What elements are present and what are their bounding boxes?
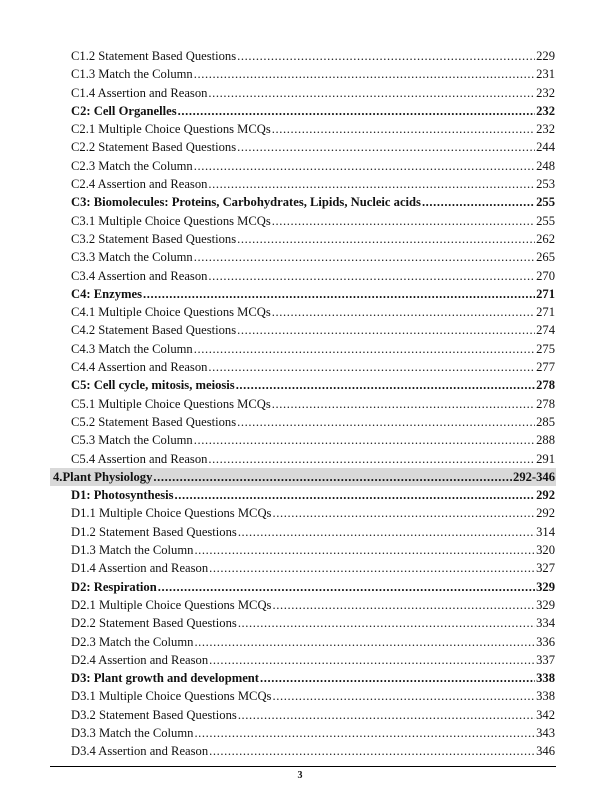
toc-page-number: 327 [536, 561, 555, 576]
dot-leader [208, 450, 535, 468]
dot-leader [237, 321, 535, 339]
toc-entry-label: C5.4 Assertion and Reason [71, 451, 208, 466]
toc-page-number: 278 [536, 396, 555, 411]
toc-entry-label: C3.1 Multiple Choice Questions MCQs [71, 213, 271, 228]
toc-entry-row[interactable] [0, 523, 600, 541]
toc-entry-row[interactable] [0, 596, 600, 614]
toc-entry-row[interactable] [0, 84, 600, 102]
dot-leader [272, 120, 535, 138]
dot-leader [194, 248, 535, 266]
toc-page-number: 271 [536, 305, 555, 320]
toc-entry-label: D2.2 Statement Based Questions [71, 616, 237, 631]
toc-entry-label: C2.4 Assertion and Reason [71, 177, 208, 192]
toc-entry-row[interactable] [0, 504, 600, 522]
toc-section-row[interactable] [0, 193, 600, 211]
toc-entry-label: D1.4 Assertion and Reason [71, 561, 209, 576]
toc-page-number: 320 [536, 543, 555, 558]
toc-entry-label: C2: Cell Organelles [71, 103, 177, 118]
toc-entry-label: D1: Photosynthesis [71, 488, 174, 503]
toc-entry-label: D2.3 Match the Column [71, 634, 194, 649]
toc-entry-row[interactable] [0, 230, 600, 248]
toc-entry-label: C1.4 Assertion and Reason [71, 85, 208, 100]
toc-entry-row[interactable] [0, 212, 600, 230]
toc-page-number: 229 [536, 49, 555, 63]
table-of-contents [0, 47, 600, 761]
toc-page-number: 329 [536, 597, 555, 612]
dot-leader [194, 157, 535, 175]
toc-entry-row[interactable] [0, 267, 600, 285]
toc-chapter-number: 4. [53, 469, 63, 484]
toc-page-number: 343 [536, 725, 555, 740]
toc-entry-row[interactable] [0, 65, 600, 83]
dot-leader [208, 267, 535, 285]
toc-entry-label: C5: Cell cycle, mitosis, meiosis [71, 378, 235, 393]
toc-section-row[interactable] [0, 102, 600, 120]
toc-entry-row[interactable] [0, 413, 600, 431]
toc-entry-row[interactable] [0, 157, 600, 175]
toc-entry-row[interactable] [0, 614, 600, 632]
toc-entry-row[interactable] [0, 340, 600, 358]
toc-page-number: 232 [536, 122, 555, 137]
dot-leader [237, 138, 535, 156]
toc-page-number: 232 [536, 85, 555, 100]
toc-section-row[interactable] [0, 486, 600, 504]
toc-page-number: 278 [536, 378, 555, 393]
toc-entry-label: D3: Plant growth and development [71, 671, 259, 686]
dot-leader [272, 596, 535, 614]
toc-entry-row[interactable] [0, 47, 600, 65]
toc-entry-row[interactable] [0, 742, 600, 760]
toc-entry-row[interactable] [0, 395, 600, 413]
toc-entry-label: C5.2 Statement Based Questions [71, 414, 237, 429]
dot-leader [143, 285, 535, 303]
toc-page-number: 275 [536, 341, 555, 356]
toc-entry-row[interactable] [0, 541, 600, 559]
dot-leader [272, 212, 535, 230]
toc-page-number: 255 [536, 213, 555, 228]
dot-leader [237, 47, 535, 65]
toc-section-row[interactable] [0, 578, 600, 596]
toc-entry-row[interactable] [0, 687, 600, 705]
toc-page-number: 334 [536, 616, 555, 631]
toc-page-number: 292 [536, 488, 555, 503]
toc-entry-label: C5.1 Multiple Choice Questions MCQs [71, 396, 271, 411]
toc-page-number: 338 [536, 689, 555, 704]
dot-leader [238, 614, 535, 632]
toc-page-number: 336 [536, 634, 555, 649]
toc-entry-label: C2.3 Match the Column [71, 158, 193, 173]
toc-page-number: 291 [536, 451, 555, 466]
toc-entry-label: D2: Respiration [71, 579, 157, 594]
toc-entry-row[interactable] [0, 303, 600, 321]
toc-page-number: 265 [536, 250, 555, 265]
toc-entry-label: Plant Physiology [62, 469, 153, 484]
toc-page-number: 270 [536, 268, 555, 283]
toc-page-number: 314 [536, 524, 555, 539]
dot-leader [194, 633, 535, 651]
toc-entry-row[interactable] [0, 431, 600, 449]
dot-leader [422, 193, 535, 211]
dot-leader [272, 303, 535, 321]
dot-leader [194, 431, 535, 449]
toc-entry-label: C4.3 Match the Column [71, 341, 193, 356]
toc-page-number: 338 [536, 671, 555, 686]
toc-entry-label: C4.4 Assertion and Reason [71, 360, 208, 375]
toc-page-number: 346 [536, 744, 555, 759]
dot-leader [237, 230, 535, 248]
toc-entry-label: C3.3 Match the Column [71, 250, 193, 265]
dot-leader [208, 175, 535, 193]
dot-leader [236, 376, 535, 394]
toc-page-number: 253 [536, 177, 555, 192]
toc-page-number: 231 [536, 67, 555, 82]
toc-page-number: 342 [536, 707, 555, 722]
toc-entry-row[interactable] [0, 358, 600, 376]
toc-page-number: 288 [536, 433, 555, 448]
toc-page-number: 274 [536, 323, 555, 338]
toc-entry-label: D3.4 Assertion and Reason [71, 744, 209, 759]
toc-entry-label: C3: Biomolecules: Proteins, Carbohydrates, Lipids, Nucleic acids [71, 195, 421, 210]
toc-entry-label: C4: Enzymes [71, 286, 143, 301]
toc-entry-label: D1.1 Multiple Choice Questions MCQs [71, 506, 272, 521]
dot-leader [272, 504, 535, 522]
toc-entry-label: D2.4 Assertion and Reason [71, 652, 209, 667]
toc-entry-label: C1.3 Match the Column [71, 67, 193, 82]
toc-page-number: 337 [536, 652, 555, 667]
toc-entry-row[interactable] [0, 724, 600, 742]
toc-entry-label: C3.2 Statement Based Questions [71, 231, 237, 246]
toc-entry-label: D2.1 Multiple Choice Questions MCQs [71, 597, 272, 612]
toc-entry-label: D3.2 Statement Based Questions [71, 707, 237, 722]
toc-page-number: 248 [536, 158, 555, 173]
dot-leader [209, 742, 535, 760]
footer-rule [50, 766, 556, 767]
toc-section-row[interactable] [0, 376, 600, 394]
toc-entry-label: C4.2 Statement Based Questions [71, 323, 237, 338]
dot-leader [238, 706, 535, 724]
toc-page-number: 244 [536, 140, 555, 155]
toc-page-number: 329 [536, 579, 555, 594]
dot-leader [194, 541, 535, 559]
toc-entry-label: C5.3 Match the Column [71, 433, 193, 448]
dot-leader [153, 468, 512, 486]
toc-entry-label: C3.4 Assertion and Reason [71, 268, 208, 283]
dot-leader [178, 102, 535, 120]
toc-entry-label: C4.1 Multiple Choice Questions MCQs [71, 305, 271, 320]
toc-page-number: 262 [536, 231, 555, 246]
toc-entry-row[interactable] [0, 450, 600, 468]
toc-entry-label: D3.1 Multiple Choice Questions MCQs [71, 689, 272, 704]
dot-leader [272, 687, 535, 705]
toc-entry-row[interactable] [0, 633, 600, 651]
toc-entry-row[interactable] [0, 321, 600, 339]
dot-leader [209, 651, 535, 669]
toc-entry-row[interactable] [0, 559, 600, 577]
toc-page-number: 277 [536, 360, 555, 375]
toc-section-row[interactable] [0, 285, 600, 303]
dot-leader [175, 486, 536, 504]
toc-entry-row[interactable] [0, 706, 600, 724]
toc-page-number: 292-346 [513, 469, 555, 484]
toc-entry-label: C2.1 Multiple Choice Questions MCQs [71, 122, 271, 137]
toc-entry-row[interactable] [0, 175, 600, 193]
toc-page-number: 255 [536, 195, 555, 210]
dot-leader [194, 65, 535, 83]
toc-page-number: 285 [536, 414, 555, 429]
dot-leader [194, 724, 535, 742]
toc-entry-label: D1.2 Statement Based Questions [71, 524, 237, 539]
toc-entry-label: D1.3 Match the Column [71, 543, 194, 558]
toc-entry-row[interactable] [0, 651, 600, 669]
toc-page-number: 271 [536, 286, 555, 301]
dot-leader [238, 523, 535, 541]
toc-entry-label: C2.2 Statement Based Questions [71, 140, 237, 155]
dot-leader [208, 358, 535, 376]
toc-entry-label: C1.2 Statement Based Questions [71, 49, 237, 63]
dot-leader [194, 340, 535, 358]
dot-leader [208, 84, 535, 102]
toc-section-row[interactable] [0, 669, 600, 687]
dot-leader [260, 669, 535, 687]
toc-entry-row[interactable] [0, 120, 600, 138]
page-number: 3 [297, 770, 303, 781]
toc-entry-label: D3.3 Match the Column [71, 725, 194, 740]
dot-leader [272, 395, 535, 413]
dot-leader [209, 559, 535, 577]
toc-page-number: 292 [536, 506, 555, 521]
dot-leader [158, 578, 535, 596]
toc-page-number: 232 [536, 103, 555, 118]
toc-entry-row[interactable] [0, 248, 600, 266]
toc-chapter-row[interactable] [50, 468, 556, 486]
toc-entry-row[interactable] [0, 138, 600, 156]
dot-leader [237, 413, 535, 431]
